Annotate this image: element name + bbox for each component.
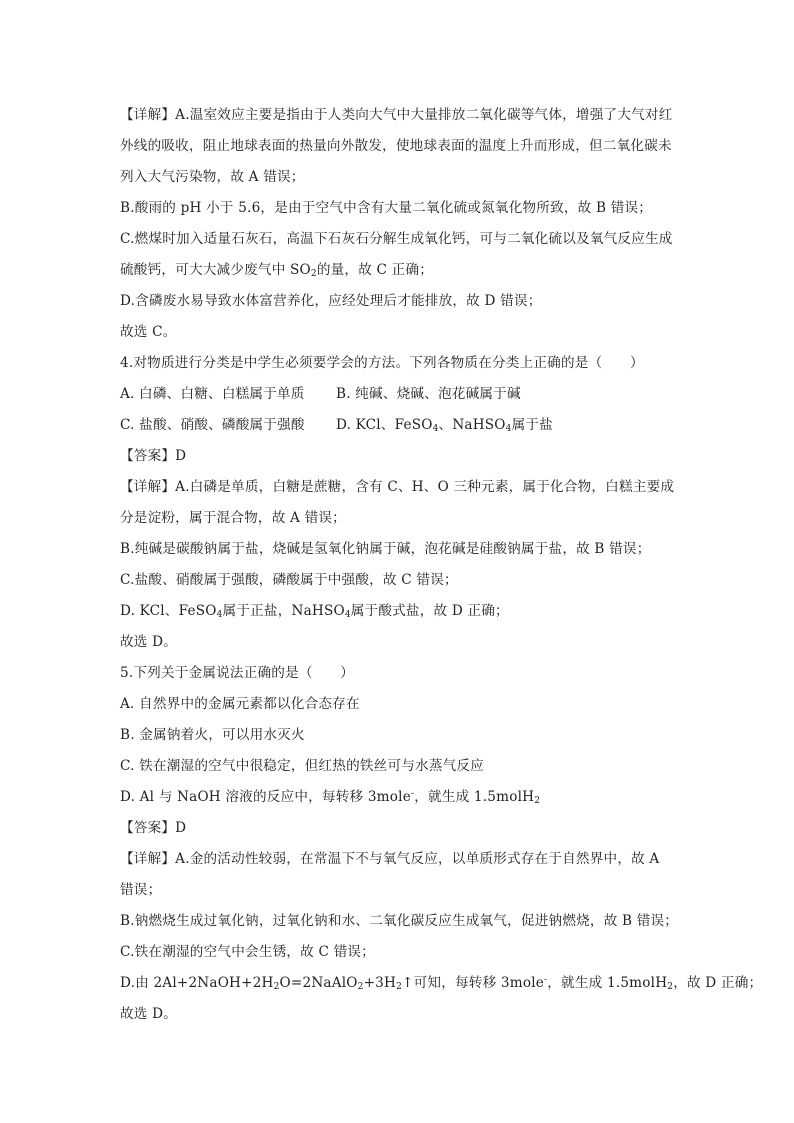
superscript: - [544, 975, 548, 985]
text-segment: D. KCl、FeSO [120, 603, 217, 619]
text-segment: 硫酸钙，可大大减少废气中 SO [120, 262, 311, 278]
text-segment: ； [748, 975, 763, 991]
subscript: 2 [396, 982, 403, 992]
q5-detail-a-line-2: 错误； [120, 882, 162, 898]
q4-detail-a-line-1: 【详解】A.白磷是单质，白糖是蔗糖，含有 C、H、O 三种元素，属于化合物，白糕主要成 [120, 479, 675, 495]
q5-option-a: A. 自然界中的金属元素都以化合态存在 [120, 696, 360, 712]
q3-detail-c-line-1: C.燃煤时加入适量石灰石，高温下石灰石分解生成氧化钙，可与二氧化硫以及氧气反应生成 [120, 231, 673, 247]
subscript: 4 [432, 424, 439, 434]
subscript: 4 [344, 610, 351, 620]
q4-conclusion: 故选 D。 [120, 634, 178, 650]
q4-option-b: B. 纯碱、烧碱、泡花碱属于碱 [336, 386, 521, 402]
subscript: 4 [216, 610, 223, 620]
text-segment: D.由 2Al+2NaOH+2H [120, 975, 274, 991]
q4-detail-d [120, 596, 734, 627]
q3-detail-a-line-2: 外线的吸收，阻止地球表面的热量向外散发，使地球表面的温度上升而形成，但二氧化碳未 [120, 138, 672, 154]
text-segment: ，故 D 正确 [673, 975, 749, 991]
q5-option-c: C. 铁在潮湿的空气中很稳定，但红热的铁丝可与水蒸气反应 [120, 758, 485, 774]
text-segment: O=2NaAlO [279, 975, 358, 991]
q5-stem: 5.下列关于金属说法正确的是（ ） [120, 665, 355, 681]
text-segment: 属于正盐，NaHSO [222, 603, 345, 619]
subscript: 2 [273, 982, 280, 992]
text-segment: 的量，故 C 正确； [316, 262, 434, 278]
subscript: 2 [310, 269, 317, 279]
subscript: 4 [505, 424, 512, 434]
q3-detail-b: B.酸雨的 pH 小于 5.6，是由于空气中含有大量二氧化硫或氮氧化物所致，故 B 错误； [120, 200, 653, 216]
text-segment: +3H [363, 975, 397, 991]
subscript: 2 [534, 796, 541, 806]
q4-options-row-2 [120, 410, 734, 441]
q5-detail-b: B.钠燃烧生成过氧化钠，过氧化钠和水、二氧化碳反应生成氧气，促进钠燃烧，故 B 错误； [120, 913, 679, 929]
q5-answer: 【答案】D [120, 820, 187, 836]
text-segment: ，就生成 1.5molH [414, 789, 535, 805]
q5-option-b: B. 金属钠着火，可以用水灭火 [120, 727, 305, 743]
q4-answer: 【答案】D [120, 448, 187, 464]
q5-detail-a-line-1: 【详解】A.金的活动性较弱，在常温下不与氧气反应，以单质形式存在于自然界中，故 A [120, 851, 660, 867]
q4-detail-a-line-2: 分是淀粉，属于混合物，故 A 错误； [120, 510, 346, 526]
q4-option-c: C. 盐酸、硝酸、磷酸属于强酸 [120, 417, 305, 433]
text-segment: ↑可知，每转移 3mole [402, 975, 545, 991]
q3-detail-d: D.含磷废水易导致水体富营养化，应经处理后才能排放，故 D 错误； [120, 293, 542, 309]
text-segment: 属于酸式盐，故 D 正确； [350, 603, 509, 619]
q5-detail-c: C.铁在潮湿的空气中会生锈，故 C 错误； [120, 944, 375, 960]
text-segment: D. Al 与 NaOH 溶液的反应中，每转移 3mole [120, 789, 411, 805]
q5-detail-d [120, 968, 763, 999]
q3-detail-a-line-3: 列入大气污染物，故 A 错误； [120, 169, 305, 185]
q4-detail-b: B.纯碱是碳酸钠属于盐，烧碱是氢氧化钠属于碱，泡花碱是硅酸钠属于盐，故 B 错误； [120, 541, 651, 557]
q4-stem: 4.对物质进行分类是中学生必须要学会的方法。下列各物质在分类上正确的是（ ） [120, 355, 644, 371]
q4-option-d [336, 410, 553, 441]
text-segment: 、NaHSO [438, 417, 506, 433]
q4-detail-c: C.盐酸、硝酸属于强酸，磷酸属于中强酸，故 C 错误； [120, 572, 458, 588]
q4-options-row-1 [120, 379, 734, 410]
q5-option-d [120, 782, 734, 813]
text-segment: 属于盐 [511, 417, 553, 433]
subscript: 2 [357, 982, 364, 992]
text-segment: ，就生成 1.5molH [547, 975, 668, 991]
q5-conclusion: 故选 D。 [120, 1006, 178, 1022]
q3-conclusion: 故选 C。 [120, 324, 177, 340]
q3-detail-a-line-1: 【详解】A.温室效应主要是指由于人类向大气中大量排放二氧化碳等气体，增强了大气对红 [120, 107, 673, 123]
q3-detail-c-line-2 [120, 255, 734, 286]
q4-option-a: A. 白磷、白糖、白糕属于单质 [120, 386, 305, 402]
text-segment: D. KCl、FeSO [336, 417, 433, 433]
superscript: - [410, 789, 415, 799]
subscript: 2 [667, 982, 674, 992]
